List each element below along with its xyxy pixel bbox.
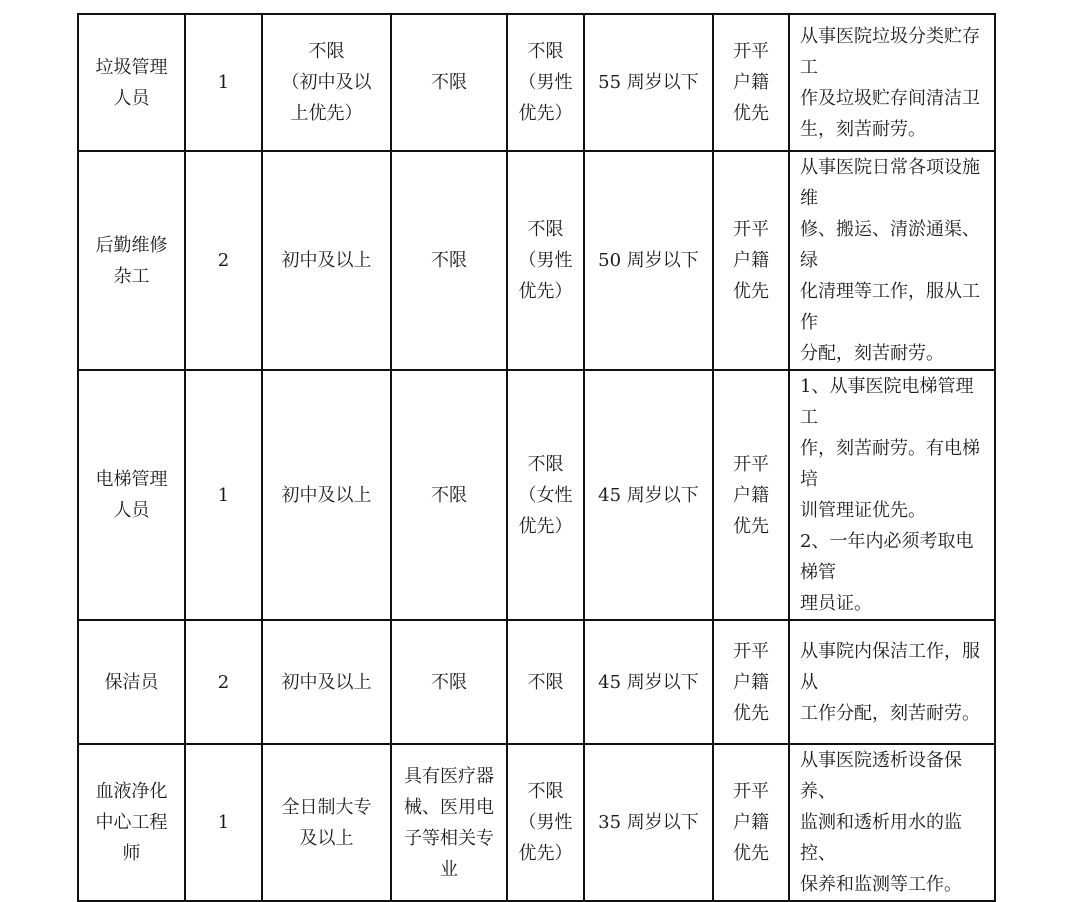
table-row: [78, 151, 995, 370]
position-cell: [78, 370, 185, 620]
count-text: 1: [217, 484, 230, 506]
major-cell: [391, 744, 507, 901]
position-cell: [78, 620, 185, 744]
education-cell: [262, 620, 391, 744]
count-cell: [185, 14, 262, 151]
gender-line: 不限: [527, 41, 564, 62]
position-cell: [78, 744, 185, 901]
count-text: 2: [217, 671, 230, 693]
position-line: 师: [122, 843, 141, 864]
gender-cell: [507, 14, 584, 151]
major-line: 不限: [431, 72, 467, 93]
hukou-cell: [713, 14, 789, 151]
count-cell: [185, 151, 262, 370]
position-line: 后勤维修: [95, 234, 168, 256]
duty-line: 从事医院垃圾分类贮存工: [800, 25, 980, 78]
duty-line: 从事医院日常各项设施维: [800, 157, 980, 209]
gender-line: 不限: [527, 671, 564, 693]
gender-cell: [507, 370, 584, 620]
education-line: 上优先）: [290, 103, 363, 124]
hukou-line: 户籍: [733, 812, 769, 833]
education-line: 初中及以上: [281, 250, 372, 271]
duty-line: 化清理等工作，服从工作: [800, 281, 980, 333]
major-cell: [391, 370, 507, 620]
hukou-line: 优先: [733, 843, 769, 864]
education-cell: [262, 14, 391, 151]
age-text: 45 周岁以下: [598, 484, 699, 506]
age-cell: [584, 744, 713, 901]
gender-line: 不限: [527, 219, 564, 240]
major-line: 子等相关专: [404, 827, 494, 849]
hukou-line: 优先: [733, 103, 769, 124]
hukou-line: 开平: [733, 219, 769, 240]
duty-line: 分配，刻苦耐劳。: [800, 343, 944, 364]
major-line: 不限: [431, 671, 467, 693]
gender-line: 优先）: [518, 281, 573, 302]
table-row: [78, 620, 995, 744]
education-cell: [262, 370, 391, 620]
education-cell: [262, 151, 391, 370]
gender-line: 优先）: [518, 103, 573, 124]
duty-cell: [789, 744, 995, 901]
hukou-line: 开平: [733, 640, 769, 662]
gender-line: （男性: [518, 250, 573, 271]
age-cell: [584, 14, 713, 151]
age-cell: [584, 151, 713, 370]
duty-cell: [789, 370, 995, 620]
gender-line: 不限: [527, 453, 564, 475]
count-cell: [185, 620, 262, 744]
hukou-line: 优先: [733, 281, 769, 302]
duty-cell: [789, 620, 995, 744]
count-text: 2: [217, 250, 230, 271]
hukou-line: 优先: [733, 702, 769, 724]
gender-line: 优先）: [518, 515, 573, 537]
major-cell: [391, 151, 507, 370]
table-row: [78, 744, 995, 901]
gender-cell: [507, 151, 584, 370]
major-cell: [391, 14, 507, 151]
position-cell: [78, 151, 185, 370]
hukou-cell: [713, 370, 789, 620]
duty-line: 工作分配，刻苦耐劳。: [800, 702, 980, 724]
hukou-line: 户籍: [733, 484, 769, 506]
major-line: 械、医用电: [404, 796, 494, 818]
education-line: 初中及以上: [281, 671, 372, 693]
position-line: 人员: [113, 500, 150, 521]
hukou-line: 户籍: [733, 250, 769, 271]
hukou-cell: [713, 620, 789, 744]
table-body: [78, 14, 995, 901]
hukou-line: 开平: [733, 781, 769, 802]
duty-line: 监测和透析用水的监控、: [800, 812, 962, 864]
age-cell: [584, 620, 713, 744]
table-row: [78, 14, 995, 151]
hukou-cell: [713, 744, 789, 901]
duty-line: 从事医院透析设备保养、: [800, 750, 962, 802]
hukou-line: 户籍: [733, 72, 769, 93]
gender-line: （男性: [518, 812, 573, 833]
major-line: 不限: [431, 484, 467, 506]
gender-cell: [507, 744, 584, 901]
gender-line: （女性: [518, 484, 573, 506]
major-line: 不限: [431, 250, 467, 271]
duty-line: 从事院内保洁工作，服从: [800, 640, 980, 693]
position-line: 垃圾管理: [95, 56, 168, 78]
gender-line: 优先）: [518, 843, 573, 864]
duty-line: 作及垃圾贮存间清洁卫: [800, 87, 980, 109]
education-line: 全日制大专: [281, 796, 372, 818]
education-cell: [262, 744, 391, 901]
duty-line: 理员证。: [800, 593, 872, 614]
age-cell: [584, 370, 713, 620]
count-text: 1: [217, 72, 230, 93]
count-cell: [185, 370, 262, 620]
major-line: 业: [440, 858, 458, 880]
hukou-line: 开平: [733, 453, 769, 475]
duty-line: 训管理证优先。: [800, 500, 926, 521]
duty-cell: [789, 14, 995, 151]
table-row: [78, 370, 995, 620]
major-line: 具有医疗器: [404, 765, 494, 787]
duty-line: 保养和监测等工作。: [800, 874, 962, 895]
hukou-line: 优先: [733, 515, 769, 537]
age-text: 50 周岁以下: [598, 250, 699, 271]
hukou-line: 开平: [733, 41, 769, 62]
gender-line: 不限: [527, 781, 564, 802]
hukou-line: 户籍: [733, 671, 769, 693]
gender-line: （男性: [518, 72, 573, 93]
count-cell: [185, 744, 262, 901]
education-line: 初中及以上: [281, 484, 372, 506]
position-line: 中心工程: [95, 812, 168, 833]
duty-line: 修、搬运、清淤通渠、绿: [800, 219, 980, 271]
position-line: 杂工: [113, 265, 150, 287]
hukou-cell: [713, 151, 789, 370]
age-text: 55 周岁以下: [598, 72, 699, 93]
position-cell: [78, 14, 185, 151]
duty-line: 作，刻苦耐劳。有电梯培: [800, 438, 980, 490]
count-text: 1: [217, 812, 230, 833]
education-line: （初中及以: [281, 72, 372, 93]
age-text: 45 周岁以下: [598, 671, 699, 693]
recruitment-table: [77, 13, 996, 902]
position-line: 保洁员: [104, 671, 159, 693]
position-line: 人员: [113, 87, 150, 109]
education-line: 不限: [308, 41, 345, 62]
gender-cell: [507, 620, 584, 744]
education-line: 及以上: [299, 827, 354, 849]
age-text: 35 周岁以下: [598, 812, 699, 833]
duty-line: 生，刻苦耐劳。: [800, 118, 926, 140]
position-line: 血液净化: [95, 781, 168, 802]
position-line: 电梯管理: [95, 469, 168, 490]
duty-line: 1、从事医院电梯管理工: [800, 376, 974, 428]
major-cell: [391, 620, 507, 744]
duty-line: 2、一年内必须考取电梯管: [800, 531, 974, 583]
duty-cell: [789, 151, 995, 370]
